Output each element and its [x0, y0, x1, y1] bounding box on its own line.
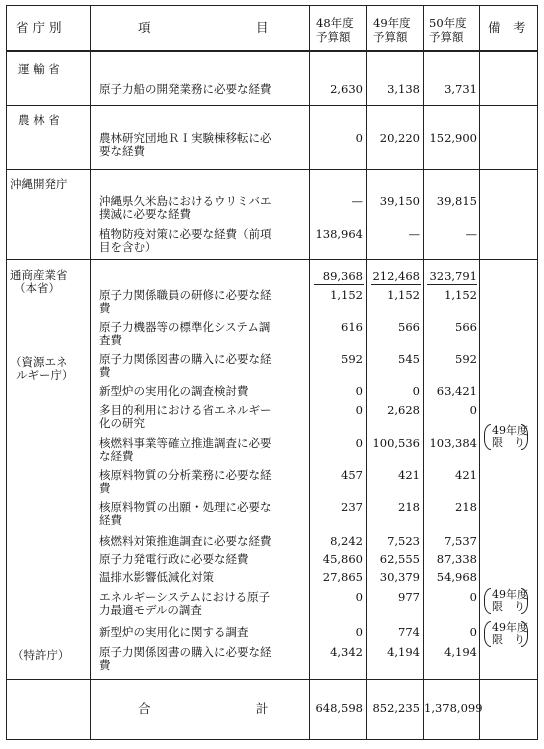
- border-top: [6, 5, 538, 6]
- row-item-text-cont: 費: [99, 301, 111, 315]
- row-y49-value: 774: [398, 625, 420, 639]
- row-y48-value: 8,242: [330, 534, 363, 548]
- header-y49: 49年度: [373, 16, 411, 30]
- divider-item: [309, 5, 310, 740]
- row-item-text: 原子力関係職員の研修に必要な経: [99, 288, 272, 302]
- remark-bracket: [484, 620, 528, 650]
- row-y50-value: 63,421: [436, 384, 477, 398]
- header-y48-sub: 予算額: [316, 30, 351, 44]
- header-remarks: 備 考: [488, 20, 526, 35]
- row-item-text-cont: 経費: [99, 513, 122, 527]
- section-rule: [6, 169, 538, 170]
- remark-text: 49年度: [492, 588, 528, 601]
- row-item-text-cont: 費: [99, 481, 111, 495]
- row-y49-value: 20,220: [379, 131, 420, 145]
- row-y50-value: 323,791: [429, 269, 477, 283]
- remark-text: 限 り: [492, 436, 525, 449]
- row-item-text: 核原料物質の出願・処理に必要な: [99, 500, 272, 514]
- ministry-transport: 運 輸 省: [18, 62, 60, 76]
- header-ministry: 省 庁 別: [16, 20, 62, 35]
- row-y50-value: 39,815: [436, 194, 477, 208]
- header-item-right: 目: [256, 20, 269, 35]
- row-y48-value: —: [351, 194, 363, 208]
- row-item-text: 農林研究団地ＲＩ実験棟移転に必: [99, 131, 272, 145]
- subtotal-underline-y50: [427, 284, 477, 285]
- remark-text: 限 り: [492, 633, 525, 646]
- row-y50-value: 592: [455, 352, 477, 366]
- row-y48-value: 45,860: [322, 552, 363, 566]
- row-y49-value: 421: [398, 468, 420, 482]
- header-y50: 50年度: [429, 16, 467, 30]
- row-item-text-cont: 目を含む）: [99, 240, 157, 254]
- ministry-okinawa: 沖縄開発庁: [10, 177, 68, 191]
- row-y50-value: 0: [469, 590, 477, 604]
- row-y49-value: 100,536: [372, 436, 420, 450]
- row-item-text: 新型炉の実用化の調査検討費: [99, 384, 249, 398]
- row-item-text: 多目的利用における省エネルギー: [99, 403, 272, 417]
- total-y48: 648,598: [315, 701, 363, 715]
- row-y49-value: 7,523: [387, 534, 420, 548]
- row-item-text: 核燃料対策推進調査に必要な経費: [99, 534, 272, 548]
- header-item-left: 項: [138, 20, 151, 35]
- row-y49-value: 1,152: [387, 288, 420, 302]
- row-y48-value: 89,368: [322, 269, 363, 283]
- row-item-text: 核燃料事業等確立推進調査に必要: [99, 436, 272, 450]
- budget-table: [6, 5, 538, 744]
- row-item-text: 原子力船の開発業務に必要な経費: [99, 82, 272, 96]
- row-y50-value: 54,968: [436, 570, 477, 584]
- row-y48-value: 1,152: [330, 288, 363, 302]
- row-y49-value: 2,628: [387, 403, 420, 417]
- row-y48-value: 592: [341, 352, 363, 366]
- row-y48-value: 0: [355, 436, 363, 450]
- header-y48: 48年度: [316, 16, 354, 30]
- row-item-text: 植物防疫対策に必要な経費（前項: [99, 227, 272, 241]
- row-y48-value: 0: [355, 625, 363, 639]
- total-y49: 852,235: [372, 701, 420, 715]
- row-y50-value: 152,900: [429, 131, 477, 145]
- row-item-text: 原子力機器等の標準化システム調: [99, 320, 271, 334]
- row-y49-value: 212,468: [372, 269, 420, 283]
- remark-bracket: [484, 587, 528, 617]
- row-item-text-cont: 費: [99, 658, 111, 672]
- remark-text: 49年度: [492, 424, 528, 437]
- row-item-text: 原子力関係図書の購入に必要な経: [99, 352, 272, 366]
- row-y49-value: 62,555: [379, 552, 420, 566]
- ministry-energy: （資源エネ: [10, 355, 68, 369]
- row-item-text-cont: 化の研究: [99, 416, 145, 430]
- header-y49-sub: 予算額: [373, 30, 408, 44]
- row-item-text: 新型炉の実用化に関する調査: [99, 625, 249, 639]
- row-y48-value: 2,630: [330, 82, 363, 96]
- row-y50-value: 1,152: [444, 288, 477, 302]
- row-y49-value: 0: [412, 384, 420, 398]
- row-y50-value: 7,537: [444, 534, 477, 548]
- row-y50-value: 4,194: [444, 645, 477, 659]
- row-y49-value: —: [408, 227, 420, 241]
- row-y48-value: 457: [341, 468, 363, 482]
- subtotal-underline-y49: [371, 284, 421, 285]
- row-y49-value: 4,194: [387, 645, 420, 659]
- row-item-text: 原子力関係図書の購入に必要な経: [99, 645, 272, 659]
- divider-ministry: [90, 5, 91, 740]
- row-y48-value: 616: [341, 320, 363, 334]
- border-right: [537, 5, 538, 740]
- row-y50-value: 87,338: [436, 552, 477, 566]
- total-y50: 1,378,099: [424, 701, 483, 715]
- remark-text: 49年度: [492, 621, 528, 634]
- remark-bracket: [484, 423, 528, 453]
- row-y50-value: 421: [455, 468, 477, 482]
- row-y48-value: 237: [341, 500, 363, 514]
- total-rule: [6, 679, 538, 680]
- row-y49-value: 545: [398, 352, 420, 366]
- row-y48-value: 0: [355, 384, 363, 398]
- section-rule: [6, 105, 538, 106]
- row-item-text-cont: 力最適モデルの調査: [99, 603, 202, 617]
- divider-y50: [479, 5, 480, 740]
- header-rule: [6, 50, 538, 52]
- row-item-text-cont: な経費: [99, 449, 134, 463]
- row-y48-value: 138,964: [315, 227, 363, 241]
- row-y48-value: 27,865: [322, 570, 363, 584]
- row-y48-value: 0: [355, 131, 363, 145]
- row-y50-value: 566: [455, 320, 477, 334]
- row-y50-value: —: [465, 227, 477, 241]
- row-y49-value: 566: [398, 320, 420, 334]
- row-y50-value: 103,384: [429, 436, 477, 450]
- row-item-text-cont: 費: [99, 365, 111, 379]
- row-item-text: 沖縄県久米島におけるウリミバエ: [99, 194, 272, 208]
- ministry-agriculture: 農 林 省: [18, 113, 60, 127]
- total-label-left: 合: [138, 701, 151, 716]
- subtotal-underline-y48: [314, 284, 364, 285]
- row-y49-value: 39,150: [379, 194, 420, 208]
- ministry-patent: （特許庁）: [12, 648, 70, 662]
- row-item-text-cont: 要な経費: [99, 144, 145, 158]
- header-y50-sub: 予算額: [429, 30, 464, 44]
- ministry-energy-sub: ルギー庁）: [16, 368, 74, 382]
- remark-text: 限 り: [492, 600, 525, 613]
- row-item-text-cont: 査費: [99, 333, 122, 347]
- section-rule: [6, 259, 538, 260]
- row-y49-value: 30,379: [379, 570, 420, 584]
- row-item-text: 核原料物質の分析業務に必要な経: [99, 468, 272, 482]
- row-item-text-cont: 撲滅に必要な経費: [99, 207, 191, 221]
- row-y48-value: 0: [355, 590, 363, 604]
- row-y50-value: 218: [455, 500, 477, 514]
- ministry-miti-sub: （本省）: [14, 281, 60, 295]
- row-y50-value: 0: [469, 625, 477, 639]
- row-y48-value: 0: [355, 403, 363, 417]
- total-label-right: 計: [256, 701, 269, 716]
- row-item-text: 温排水影響低減化対策: [99, 570, 214, 584]
- ministry-miti: 通商産業省: [10, 268, 68, 282]
- row-y49-value: 218: [398, 500, 420, 514]
- row-y50-value: 0: [469, 403, 477, 417]
- row-y50-value: 3,731: [444, 82, 477, 96]
- divider-y48: [366, 5, 367, 740]
- row-item-text: エネルギーシステムにおける原子: [99, 590, 271, 604]
- row-y49-value: 977: [398, 590, 420, 604]
- border-left: [6, 5, 7, 740]
- row-y49-value: 3,138: [387, 82, 420, 96]
- row-item-text: 原子力発電行政に必要な経費: [99, 552, 249, 566]
- border-bottom: [6, 739, 538, 740]
- row-y48-value: 4,342: [330, 645, 363, 659]
